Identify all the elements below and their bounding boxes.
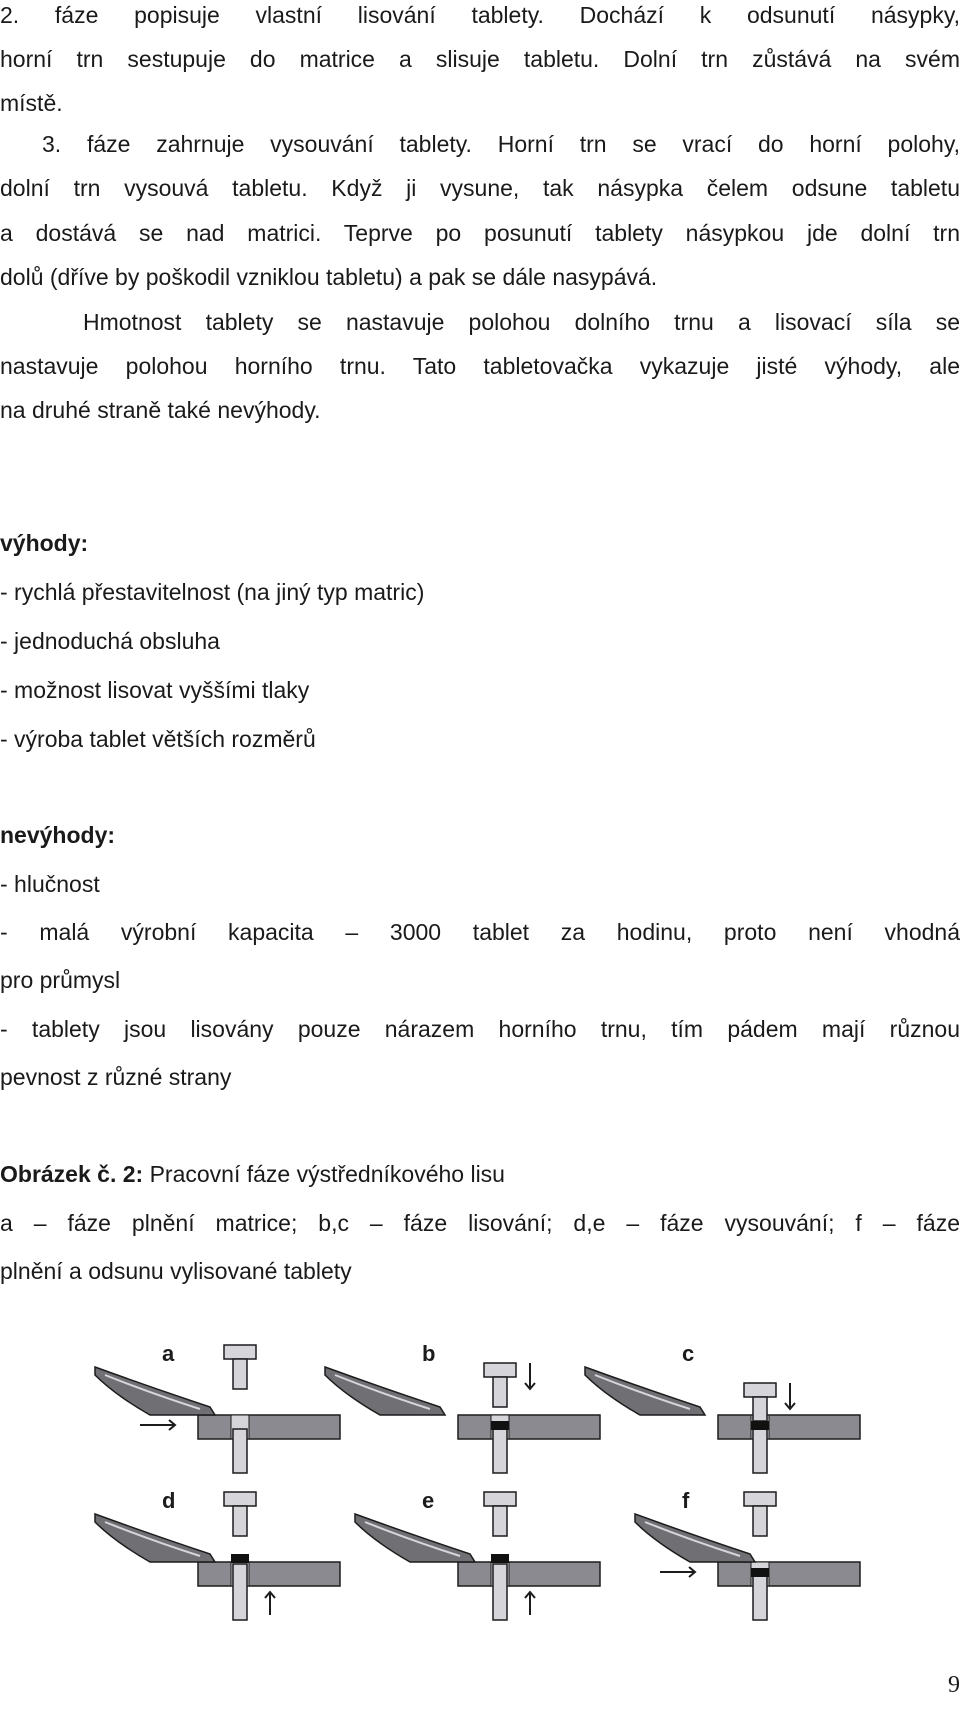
body-line-9: nastavuje polohou horního trnu. Tato tabletovačka vykazuje jisté výhody, ale [0, 353, 960, 379]
figure-caption-label: Obrázek č. 2: [0, 1161, 144, 1187]
upper-punch-head [484, 1363, 516, 1377]
press-panel-f [635, 1488, 860, 1620]
disadvantages-heading: nevýhody: [0, 822, 116, 848]
figure-caption-text: Pracovní fáze výstředníkového lisu [143, 1161, 505, 1187]
lower-punch [233, 1429, 247, 1473]
lower-punch [493, 1564, 507, 1620]
press-panel-d [95, 1488, 340, 1620]
figure-caption-line-1: a – fáze plnění matrice; b,c – fáze lisování; d,e – fáze vysouvání; f – fáze [0, 1210, 960, 1236]
die-plate [198, 1562, 340, 1586]
upper-punch-head [744, 1492, 776, 1506]
upper-punch-head [224, 1345, 256, 1359]
upper-punch-shaft [493, 1377, 507, 1407]
tablet [491, 1554, 509, 1563]
lower-punch [233, 1564, 247, 1620]
arrow-right-icon [140, 1420, 175, 1430]
lower-punch [753, 1429, 767, 1473]
arrow-up-icon [525, 1592, 535, 1615]
die-plate [458, 1415, 600, 1439]
die-plate [718, 1415, 860, 1439]
die-plate [198, 1415, 340, 1439]
upper-punch-head [224, 1492, 256, 1506]
body-line-8: Hmotnost tablety se nastavuje polohou dolního trnu a lisovací síla se [83, 309, 960, 335]
body-line-2: horní trn sestupuje do matrice a slisuje tabletu. Dolní trn zůstává na svém [0, 46, 960, 72]
advantage-item: - rychlá přestavitelnost (na jiný typ matric) [0, 579, 425, 605]
tablet [751, 1568, 769, 1577]
upper-punch-shaft [493, 1506, 507, 1536]
advantages-heading: výhody: [0, 530, 89, 556]
press-panel-b [325, 1341, 600, 1473]
advantage-item: - možnost lisovat vyššími tlaky [0, 677, 310, 703]
body-line-6: a dostává se nad matrici. Teprve po posunutí tablety násypkou jde dolní trn [0, 220, 960, 246]
die-plate [718, 1562, 860, 1586]
tablet [231, 1554, 249, 1563]
press-panel-e [355, 1488, 600, 1620]
upper-punch-shaft [233, 1506, 247, 1536]
body-line-7: dolů (dříve by poškodil vzniklou tabletu) a pak se dále nasypává. [0, 264, 658, 290]
disadvantage-line: - tablety jsou lisovány pouze nárazem horního trnu, tím pádem mají různou [0, 1016, 960, 1042]
upper-punch-head [484, 1492, 516, 1506]
disadvantage-line: - hlučnost [0, 871, 100, 897]
figure-caption-line-2: plnění a odsunu vylisované tablety [0, 1258, 352, 1284]
body-line-3: místě. [0, 90, 63, 116]
press-panel-a [95, 1341, 340, 1473]
tablet [491, 1421, 509, 1430]
panel-label: c [682, 1341, 695, 1366]
body-line-1: 2. fáze popisuje vlastní lisování tablety. Dochází k odsunutí násypky, [0, 2, 960, 28]
arrow-down-icon [525, 1363, 535, 1389]
tablet [751, 1421, 769, 1430]
press-phases-figure [90, 1333, 870, 1628]
panel-label: e [422, 1488, 435, 1513]
panel-label: b [422, 1341, 436, 1366]
advantage-item: - výroba tablet větších rozměrů [0, 726, 316, 752]
upper-punch-shaft [753, 1506, 767, 1536]
lower-punch [753, 1576, 767, 1620]
advantage-item: - jednoduchá obsluha [0, 628, 220, 654]
page-number: 9 [948, 1672, 960, 1698]
body-line-5: dolní trn vysouvá tabletu. Když ji vysune, tak násypka čelem odsune tabletu [0, 175, 960, 201]
panel-label: d [162, 1488, 176, 1513]
upper-punch-shaft [753, 1397, 767, 1421]
panel-label: a [162, 1341, 175, 1366]
upper-punch-shaft [233, 1359, 247, 1389]
body-line-4: 3. fáze zahrnuje vysouvání tablety. Horní trn se vrací do horní polohy, [42, 131, 960, 157]
lower-punch [493, 1429, 507, 1473]
die-plate [458, 1562, 600, 1586]
upper-punch-head [744, 1383, 776, 1397]
figure-caption-title [0, 1159, 960, 1189]
press-phases-diagram [90, 1333, 870, 1628]
disadvantage-line: pevnost z různé strany [0, 1064, 232, 1090]
arrow-down-icon [785, 1383, 795, 1409]
panel-label: f [682, 1488, 690, 1513]
disadvantage-line: - malá výrobní kapacita – 3000 tablet za hodinu, proto není vhodná [0, 919, 960, 945]
arrow-right-icon [660, 1567, 695, 1577]
press-panel-c [585, 1341, 860, 1473]
disadvantage-line: pro průmysl [0, 967, 121, 993]
arrow-up-icon [265, 1592, 275, 1615]
body-line-10: na druhé straně také nevýhody. [0, 397, 321, 423]
